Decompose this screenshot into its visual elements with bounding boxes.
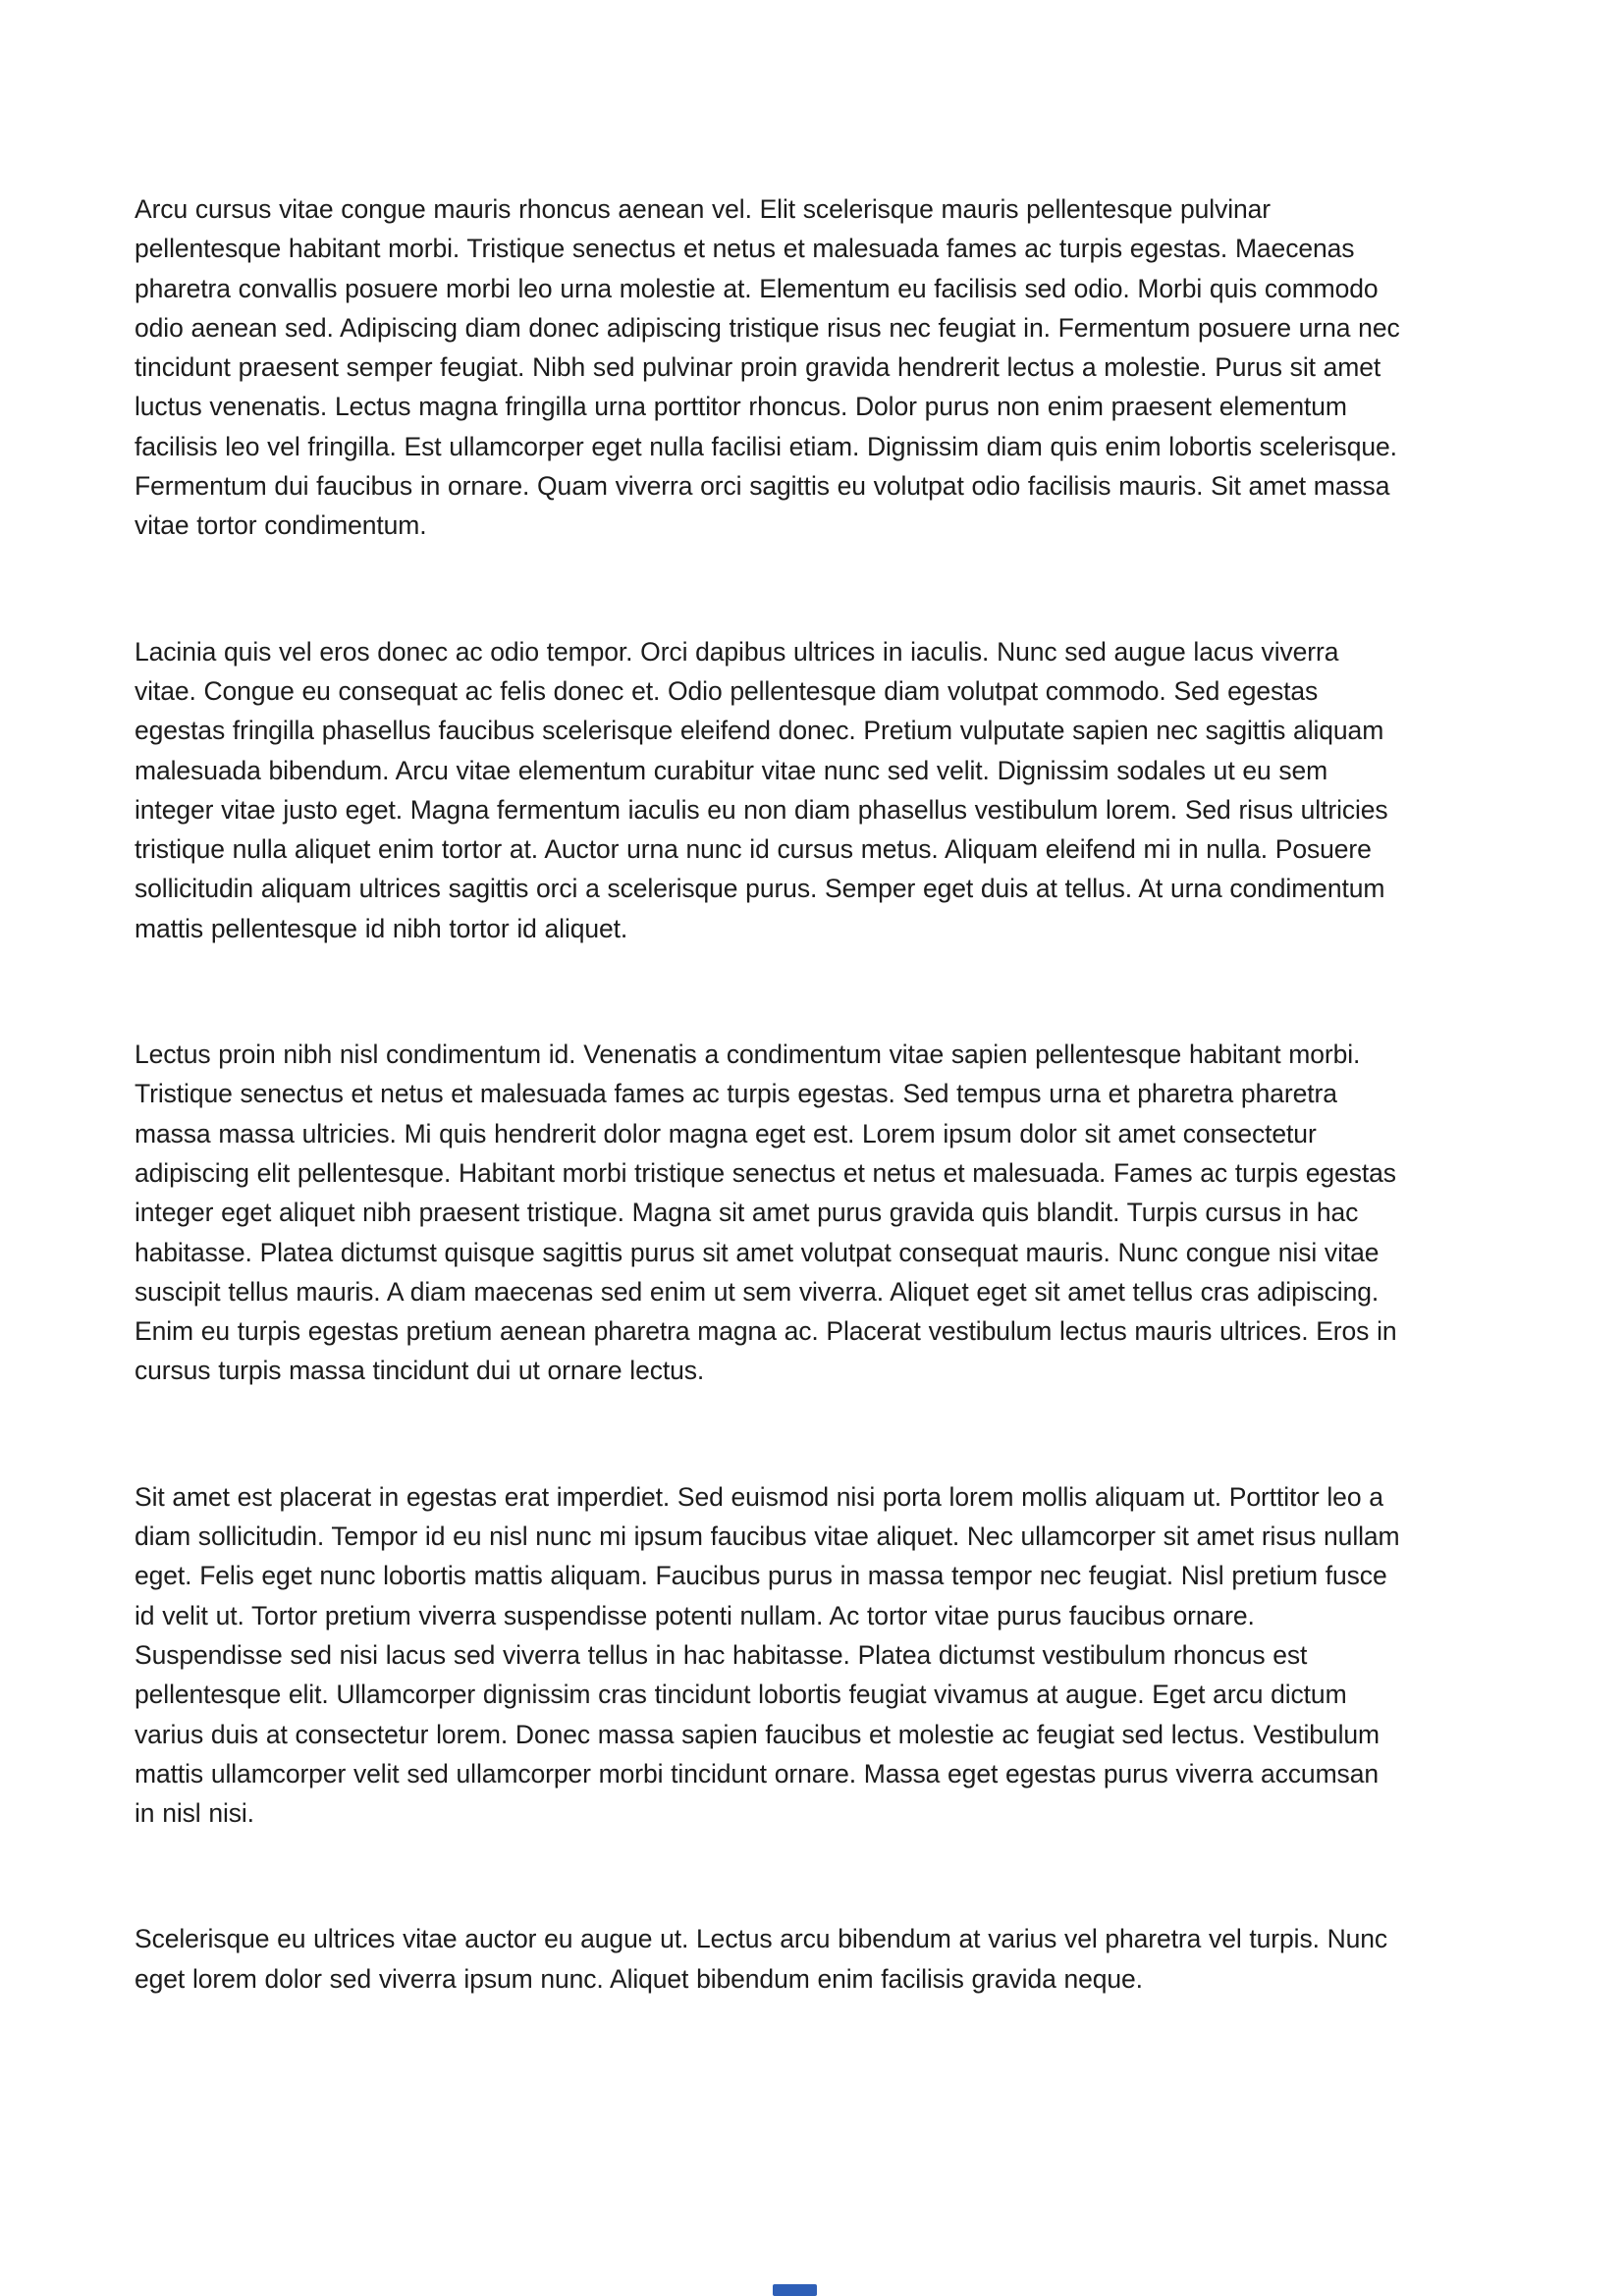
paragraph-5: Scelerisque eu ultrices vitae auctor eu augue ut. Lectus arcu bibendum at varius vel pharetra vel turpis. Nunc eget lorem dolor sed viverra ipsum nunc. Aliquet bibendum enim facilisis gravida neque. — [135, 1924, 1388, 1994]
paragraph-2: Lacinia quis vel eros donec ac odio tempor. Orci dapibus ultrices in iaculis. Nunc sed augue lacus viverra vitae. Congue eu consequat ac felis donec et. Odio pellentesque diam volutpat commodo. Sed egestas egestas fringilla phasellus faucibus scelerisque eleifend donec. Pretium vulputate sapien nec sagittis aliquam malesuada bibendum. Arcu vitae elementum curabitur vitae nunc sed velit. Dignissim sodales ut eu sem integer vitae justo eget. Magna fermentum iaculis eu non diam phasellus vestibulum lorem. Sed risus ultricies tristique nulla aliquet enim tortor at. Auctor urna nunc id cursus metus. Aliquam eleifend mi in nulla. Posuere sollicitudin aliquam ultrices sagittis orci a scelerisque purus. Semper eget duis at tellus. At urna condimentum mattis pellentesque id nibh tortor id aliquet. — [135, 636, 1388, 943]
paragraph-4: Sit amet est placerat in egestas erat imperdiet. Sed euismod nisi porta lorem mollis aliquam ut. Porttitor leo a diam sollicitudin. Tempor id eu nisl nunc mi ipsum faucibus vitae aliquet. Nec ullamcorper sit amet risus nullam eget. Felis eget nunc lobortis mattis aliquam. Faucibus purus in massa tempor nec feugiat. Nisl pretium fusce id velit ut. Tortor pretium viverra suspendisse potenti nullam. Ac tortor vitae purus faucibus ornare. Suspendisse sed nisi lacus sed viverra tellus in hac habitasse. Platea dictumst vestibulum rhoncus est pellentesque elit. Ullamcorper dignissim cras tincidunt lobortis feugiat vivamus at augue. Eget arcu dictum varius duis at consectetur lorem. Donec massa sapien faucibus et molestie ac feugiat sed lectus. Vestibulum mattis ullamcorper velit sed ullamcorper morbi tincidunt ornare. Massa eget egestas purus viverra accumsan in nisl nisi. — [135, 1481, 1400, 1829]
document-text-column — [135, 189, 1401, 2085]
paragraph-3: Lectus proin nibh nisl condimentum id. Venenatis a condimentum vitae sapien pellentesque habitant morbi. Tristique senectus et netus et malesuada fames ac turpis egestas. Sed tempus urna et pharetra pharetra massa massa ultricies. Mi quis hendrerit dolor magna eget est. Lorem ipsum dolor sit amet consectetur adipiscing elit pellentesque. Habitant morbi tristique senectus et netus et malesuada. Fames ac turpis egestas integer eget aliquet nibh praesent tristique. Magna sit amet purus gravida quis blandit. Turpis cursus in hac habitasse. Platea dictumst quisque sagittis purus sit amet volutpat consequat mauris. Nunc congue nisi vitae suscipit tellus mauris. A diam maecenas sed enim ut sem viverra. Aliquet eget sit amet tellus cras adipiscing. Enim eu turpis egestas pretium aenean pharetra magna ac. Placerat vestibulum lectus mauris ultrices. Eros in cursus turpis massa tincidunt dui ut ornare lectus. — [135, 1040, 1397, 1386]
bottom-blue-bar — [773, 2284, 817, 2296]
paragraph-1: Arcu cursus vitae congue mauris rhoncus aenean vel. Elit scelerisque mauris pellentesque pulvinar pellentesque habitant morbi. Tristique senectus et netus et malesuada fames ac turpis egestas. Maecenas pharetra convallis posuere morbi leo urna molestie at. Elementum eu facilisis sed odio. Morbi quis commodo odio aenean sed. Adipiscing diam donec adipiscing tristique risus nec feugiat in. Fermentum posuere urna nec tincidunt praesent semper feugiat. Nibh sed pulvinar proin gravida hendrerit lectus a molestie. Purus sit amet luctus venenatis. Lectus magna fringilla urna porttitor rhoncus. Dolor purus non enim praesent elementum facilisis leo vel fringilla. Est ullamcorper eget nulla facilisi etiam. Dignissim diam quis enim lobortis scelerisque. Fermentum dui faucibus in ornare. Quam viverra orci sagittis eu volutpat odio facilisis mauris. Sit amet massa vitae tortor condimentum. — [135, 194, 1400, 541]
